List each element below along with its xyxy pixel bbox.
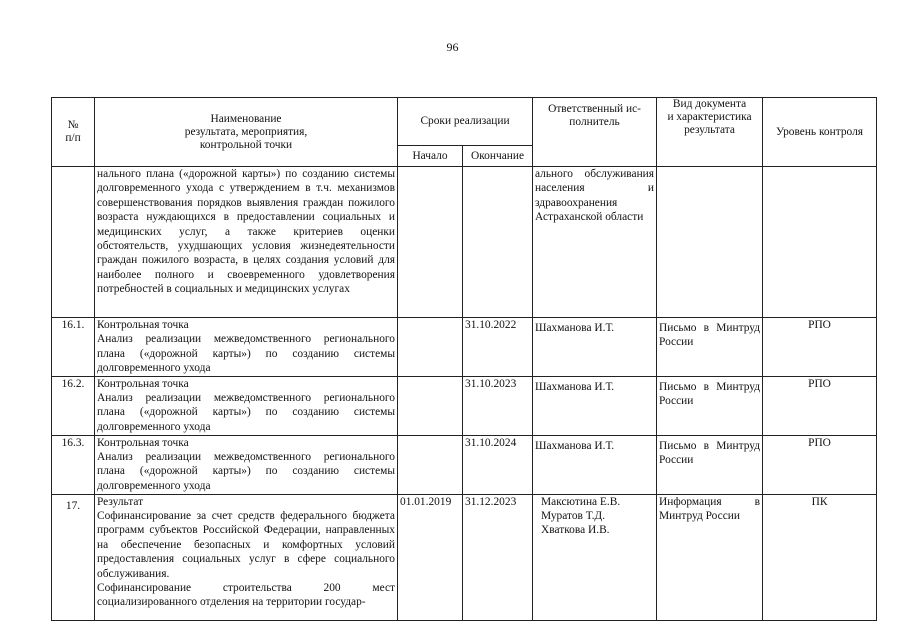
row-name-title: Контрольная точка [97, 319, 189, 331]
row-end: 31.10.2024 [463, 435, 533, 494]
row-num [52, 167, 95, 318]
row-executor: ального обслуживания населения и здравоохранения Астраханской области [533, 167, 657, 318]
row-name-text: Софинансирование за счет средств федерального бюджета программ субъектов Российской Федерации, направленных на обеспечение безопасных и комфортных условий предоставления социальных услуг в сфере социального обслуживания. [97, 510, 395, 580]
page-number: 96 [446, 40, 459, 54]
row-end [463, 167, 533, 318]
header-num: № п/п [52, 98, 95, 167]
row-document: Письмо в Минтруд России [657, 376, 763, 435]
row-control: РПО [763, 318, 877, 377]
row-executor: Шахманова И.Т. [533, 318, 657, 377]
row-name-text: Анализ реализации межведомственного регионального плана («дорожной карты») по созданию системы долговременного ухода [97, 333, 395, 375]
table-row [52, 376, 877, 435]
header-row [52, 98, 877, 146]
row-executor: Шахманова И.Т. [533, 376, 657, 435]
table-row [52, 494, 877, 620]
row-document [657, 167, 763, 318]
table-row [52, 435, 877, 494]
row-start [398, 167, 463, 318]
row-start [398, 376, 463, 435]
row-name-text: Анализ реализации межведомственного регионального плана («дорожной карты») по созданию системы долговременного ухода [97, 392, 395, 433]
header-terms: Сроки реализации [398, 98, 533, 146]
executor-name: Хваткова И.В. [541, 524, 610, 537]
row-control: РПО [763, 376, 877, 435]
row-document: Письмо в Минтруд России [657, 435, 763, 494]
row-name-title: Контрольная точка [97, 377, 189, 390]
row-executor: Шахманова И.Т. [533, 435, 657, 494]
row-end: 31.10.2022 [463, 318, 533, 377]
header-end: Окончание [463, 146, 533, 167]
row-start [398, 435, 463, 494]
header-executor: Ответственный ис- полнитель [533, 98, 657, 167]
row-control: РПО [763, 435, 877, 494]
row-name-title: Контрольная точка [97, 436, 189, 449]
row-num: 16.3. [52, 435, 95, 494]
implementation-plan-table [51, 97, 877, 621]
row-executor [533, 494, 657, 620]
row-name [95, 318, 398, 377]
row-end: 31.10.2023 [463, 376, 533, 435]
row-document: Письмо в Минтруд России [657, 318, 763, 377]
row-end: 31.12.2023 [463, 494, 533, 620]
row-control [763, 167, 877, 318]
row-start: 01.01.2019 [398, 494, 463, 620]
row-name: нального плана («дорожной карты») по созданию системы долговременного ухода с утверждением в т.ч. механизмов совершенствования порядков выявления граждан пожилого возраста нуждающихся в предоставлении социальных и медицинских услуг, а также критериев оценки обстоятельств, ухудшающих условия жизнедеятельности граждан пожилого возраста, в целях создания условий для наиболее полного и своевременного удовлетворения потребностей в социальных и медицинских услугах [95, 167, 398, 318]
row-start [398, 318, 463, 377]
row-name [95, 376, 398, 435]
row-control: ПК [763, 494, 877, 620]
header-control: Уровень контроля [763, 98, 877, 167]
executor-name: Максютина Е.В. [541, 495, 621, 508]
table-row [52, 167, 877, 318]
row-name [95, 435, 398, 494]
header-document: Вид документа и характеристика результата [657, 98, 763, 167]
header-name: Наименование результата, мероприятия, контрольной точки [95, 98, 398, 167]
executor-name: Муратов Т.Д. [541, 510, 606, 523]
row-document: Информация в Минтруд России [657, 494, 763, 620]
row-name-text: Софинансирование строительства 200 мест социализированного отделения на территории государ- [97, 582, 395, 609]
row-num: 16.2. [52, 376, 95, 435]
row-name [95, 494, 398, 620]
table-row [52, 318, 877, 377]
row-num: 16.1. [52, 318, 95, 377]
row-num: 17. [52, 494, 95, 620]
row-name-title: Результат [97, 495, 144, 508]
row-name-text: Анализ реализации межведомственного регионального плана («дорожной карты») по созданию системы долговременного ухода [97, 451, 395, 492]
header-start: Начало [398, 146, 463, 167]
